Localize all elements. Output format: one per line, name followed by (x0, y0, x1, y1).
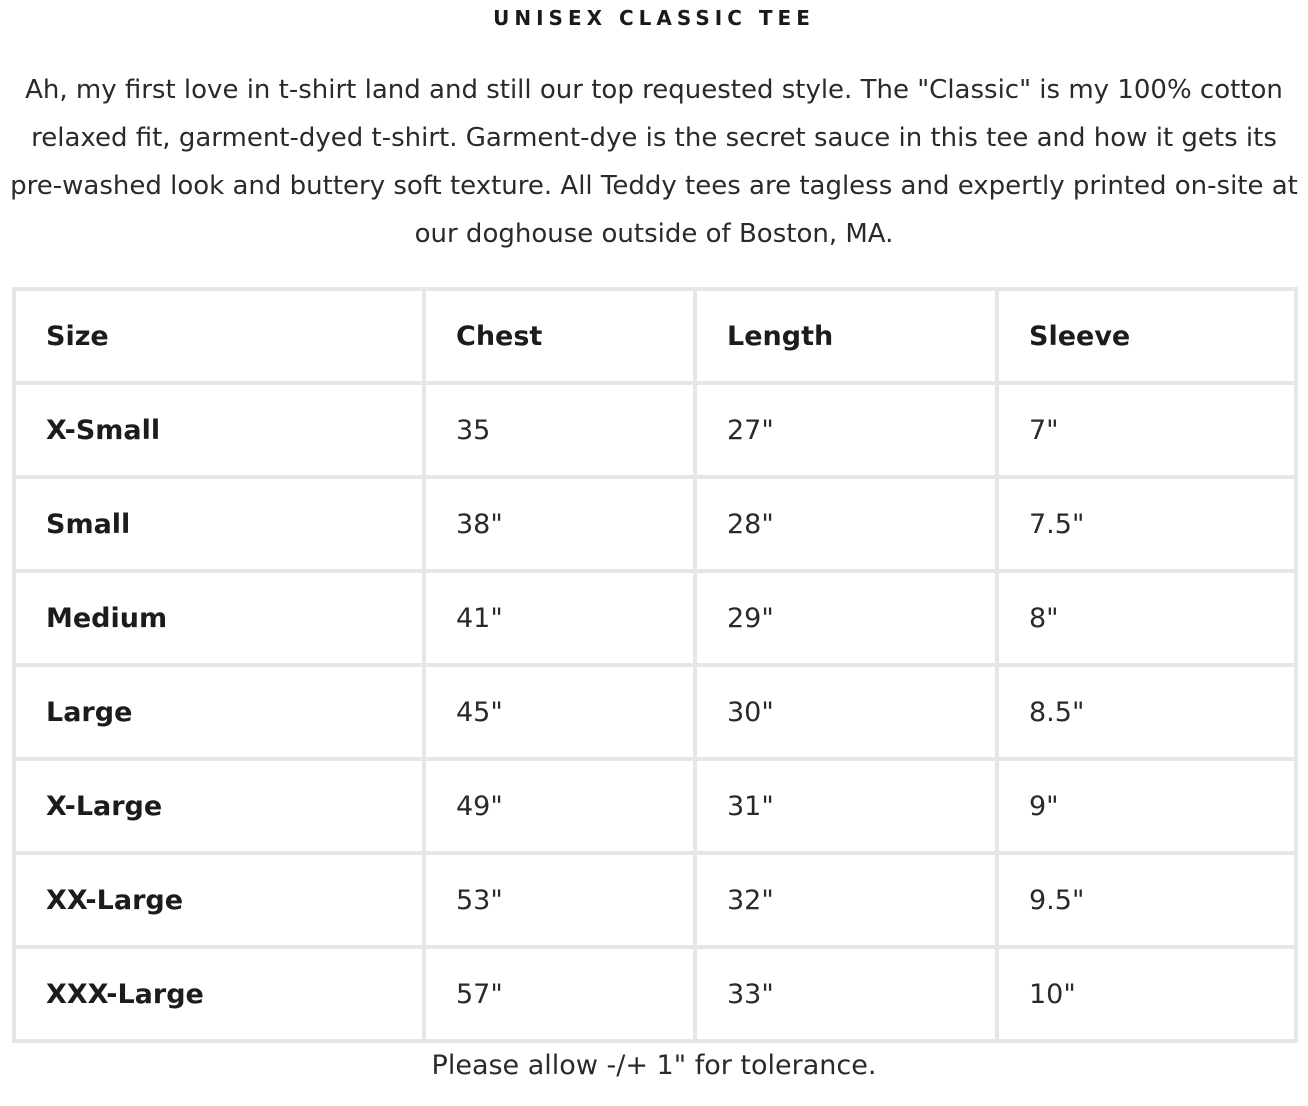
header-chest: Chest (426, 291, 693, 381)
size-cell: Medium (16, 573, 422, 663)
size-cell: X-Small (16, 385, 422, 475)
header-size: Size (16, 291, 422, 381)
table-row (16, 761, 1294, 851)
size-cell: X-Large (16, 761, 422, 851)
length-cell: 27" (697, 385, 995, 475)
sleeve-cell: 7.5" (999, 479, 1294, 569)
chest-cell: 45" (426, 667, 693, 757)
length-cell: 33" (697, 949, 995, 1039)
length-cell: 31" (697, 761, 995, 851)
size-cell: XXX-Large (16, 949, 422, 1039)
size-cell: XX-Large (16, 855, 422, 945)
chest-cell: 41" (426, 573, 693, 663)
chest-cell: 57" (426, 949, 693, 1039)
table-row (16, 479, 1294, 569)
header-sleeve: Sleeve (999, 291, 1294, 381)
chest-cell: 53" (426, 855, 693, 945)
tolerance-note: Please allow -/+ 1" for tolerance. (431, 1050, 877, 1081)
sleeve-cell: 8" (999, 573, 1294, 663)
length-cell: 28" (697, 479, 995, 569)
table-row (16, 949, 1294, 1039)
table-header-row (16, 291, 1294, 381)
size-cell: Large (16, 667, 422, 757)
size-cell: Small (16, 479, 422, 569)
header-length: Length (697, 291, 995, 381)
table-row (16, 385, 1294, 475)
table-row (16, 855, 1294, 945)
sleeve-cell: 9" (999, 761, 1294, 851)
length-cell: 30" (697, 667, 995, 757)
sleeve-cell: 8.5" (999, 667, 1294, 757)
chest-cell: 35 (426, 385, 693, 475)
length-cell: 32" (697, 855, 995, 945)
size-chart-table (12, 287, 1298, 1043)
table-row (16, 573, 1294, 663)
chest-cell: 38" (426, 479, 693, 569)
table-row (16, 667, 1294, 757)
sleeve-cell: 9.5" (999, 855, 1294, 945)
chest-cell: 49" (426, 761, 693, 851)
product-description: Ah, my first love in t-shirt land and still our top requested style. The "Classic" is my 100% cotton relaxed fit, garment-dyed t-shirt. Garment-dye is the secret sauce in this tee and how it gets its pre-washed look and buttery soft texture. All Teddy tees are tagless and expertly printed on-site at our doghouse outside of Boston, MA. (10, 75, 1298, 249)
sleeve-cell: 7" (999, 385, 1294, 475)
length-cell: 29" (697, 573, 995, 663)
sleeve-cell: 10" (999, 949, 1294, 1039)
page-title: UNISEX CLASSIC TEE (493, 6, 815, 30)
